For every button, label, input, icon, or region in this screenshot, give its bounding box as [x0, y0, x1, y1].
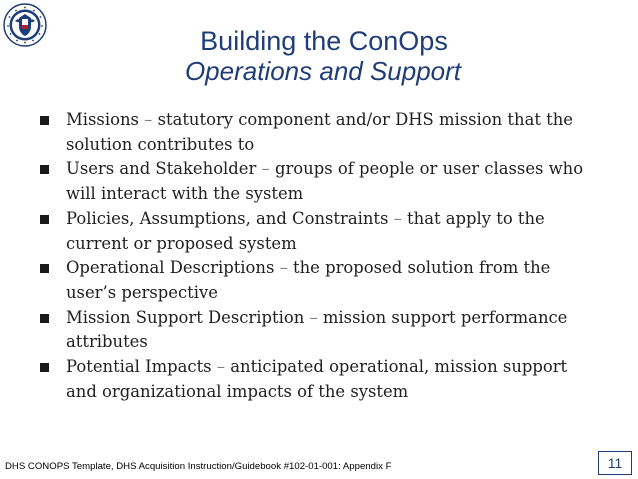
bullet-item: [40, 207, 600, 256]
bullet-dash: –: [261, 159, 270, 179]
bullet-description: the proposed solution from the user’s perspective: [66, 258, 551, 302]
bullet-item: [40, 108, 600, 157]
bullet-dash: –: [216, 357, 226, 377]
bullet-item: [40, 157, 600, 206]
bullet-description: anticipated operational, mission support and organizational impacts of the system: [66, 357, 568, 401]
bullet-dash: –: [144, 110, 153, 129]
bullet-term: Missions: [66, 110, 139, 129]
bullet-description: that apply to the current or proposed system: [66, 208, 545, 253]
bullet-dash: –: [279, 258, 288, 278]
title-line-1: Building the ConOps: [200, 26, 448, 56]
bullet-description: groups of people or user classes who will interact with the system: [66, 159, 584, 204]
square-bullet-icon: [40, 215, 49, 224]
footer-citation: DHS CONOPS Template, DHS Acquisition Instruction/Guidebook #102-01-001: Appendix F: [5, 461, 392, 472]
square-bullet-icon: [40, 165, 49, 174]
bullet-term: Users and Stakeholder: [66, 159, 257, 179]
page-number: 11: [598, 451, 632, 475]
square-bullet-icon: [40, 314, 49, 323]
slide-title: [0, 26, 638, 86]
square-bullet-icon: [40, 116, 49, 125]
square-bullet-icon: [40, 363, 49, 372]
bullet-description: statutory component and/or DHS mission that the solution contributes to: [66, 110, 573, 154]
bullet-term: Policies, Assumptions, and Constraints: [66, 208, 389, 228]
title-line-2: Operations and Support: [184, 56, 462, 86]
bullet-item: [40, 355, 600, 404]
bullet-description: mission support performance attributes: [66, 307, 568, 352]
bullet-term: Potential Impacts: [66, 357, 212, 377]
bullet-list: [40, 108, 600, 404]
bullet-dash: –: [393, 208, 402, 228]
bullet-dash: –: [309, 307, 318, 327]
square-bullet-icon: [40, 264, 49, 273]
bullet-item: [40, 306, 600, 355]
bullet-item: [40, 256, 600, 305]
bullet-term: Mission Support Description: [66, 307, 305, 327]
bullet-term: Operational Descriptions: [66, 258, 275, 278]
